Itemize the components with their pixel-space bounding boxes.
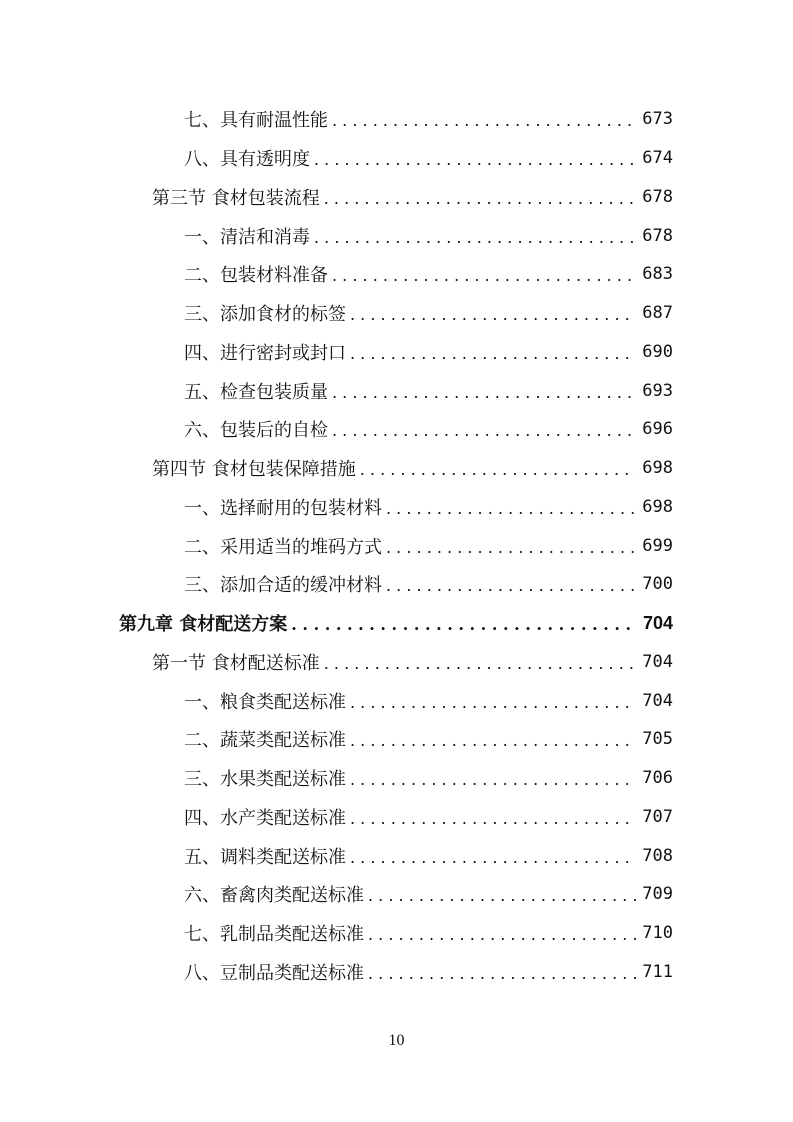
toc-entry-page: 704 <box>642 690 673 711</box>
toc-entry-label: 三、添加合适的缓冲材料 <box>184 575 382 597</box>
toc-entry-label: 七、乳制品类配送标准 <box>184 924 364 946</box>
table-of-contents <box>0 100 793 991</box>
toc-entry-label: 五、调料类配送标准 <box>184 846 346 868</box>
toc-entry[interactable] <box>0 953 793 992</box>
toc-entry-label: 三、添加食材的标签 <box>184 304 346 326</box>
toc-entry-page: 696 <box>642 419 673 440</box>
toc-entry-label: 第三节 食材包装流程 <box>152 187 320 209</box>
toc-entry-label: 七、具有耐温性能 <box>184 110 328 132</box>
toc-entry-label: 八、豆制品类配送标准 <box>184 962 364 984</box>
toc-entry-page: 709 <box>642 884 673 905</box>
toc-entry[interactable] <box>0 100 793 139</box>
toc-entry-label: 三、水果类配送标准 <box>184 769 346 791</box>
dot-leader <box>350 850 636 866</box>
toc-entry-label: 一、清洁和消毒 <box>184 226 310 248</box>
toc-entry-page: 705 <box>642 729 673 750</box>
toc-entry-page: 674 <box>642 148 673 169</box>
toc-entry-page: 706 <box>642 768 673 789</box>
toc-entry-page: 700 <box>642 574 673 595</box>
dot-leader <box>291 617 637 633</box>
dot-leader <box>314 152 636 168</box>
dot-leader <box>386 578 636 594</box>
dot-leader <box>332 423 636 439</box>
toc-entry-label: 第四节 食材包装保障措施 <box>152 459 356 481</box>
toc-entry-label: 六、畜禽肉类配送标准 <box>184 885 364 907</box>
toc-section-entry[interactable] <box>0 449 793 488</box>
dot-leader <box>350 307 636 323</box>
dot-leader <box>368 888 636 904</box>
dot-leader <box>386 501 636 517</box>
toc-entry[interactable] <box>0 294 793 333</box>
toc-entry[interactable] <box>0 526 793 565</box>
toc-section-entry[interactable] <box>0 178 793 217</box>
toc-entry-page: 704 <box>642 651 673 672</box>
dot-leader <box>350 733 636 749</box>
toc-entry[interactable] <box>0 875 793 914</box>
dot-leader <box>350 346 636 362</box>
toc-entry-label: 四、进行密封或封口 <box>184 342 346 364</box>
toc-entry-page: 678 <box>642 225 673 246</box>
toc-entry[interactable] <box>0 371 793 410</box>
toc-entry[interactable] <box>0 759 793 798</box>
dot-leader <box>314 230 636 246</box>
toc-entry-label: 二、包装材料准备 <box>184 265 328 287</box>
toc-entry-label: 二、采用适当的堆码方式 <box>184 536 382 558</box>
toc-entry-label: 一、粮食类配送标准 <box>184 691 346 713</box>
dot-leader <box>368 966 636 982</box>
toc-entry-label: 一、选择耐用的包装材料 <box>184 497 382 519</box>
toc-entry[interactable] <box>0 139 793 178</box>
toc-entry-page: 683 <box>642 264 673 285</box>
dot-leader <box>332 113 636 129</box>
dot-leader <box>386 540 636 556</box>
toc-entry[interactable] <box>0 216 793 255</box>
toc-entry-page: 698 <box>642 458 673 479</box>
toc-entry-page: 687 <box>642 303 673 324</box>
dot-leader <box>350 695 636 711</box>
toc-entry-label: 第一节 食材配送标准 <box>152 652 320 674</box>
dot-leader <box>324 656 637 672</box>
toc-entry-label: 八、具有透明度 <box>184 149 310 171</box>
toc-entry[interactable] <box>0 681 793 720</box>
toc-entry[interactable] <box>0 720 793 759</box>
toc-entry[interactable] <box>0 488 793 527</box>
dot-leader <box>350 772 636 788</box>
toc-entry-label: 六、包装后的自检 <box>184 420 328 442</box>
toc-entry[interactable] <box>0 836 793 875</box>
page-number: 10 <box>388 1032 405 1049</box>
toc-entry-page: 690 <box>642 341 673 362</box>
toc-entry-label: 第九章 食材配送方案 <box>119 614 288 636</box>
dot-leader <box>332 385 636 401</box>
toc-chapter-entry[interactable] <box>0 604 793 643</box>
toc-entry-page: 693 <box>642 380 673 401</box>
toc-entry-page: 708 <box>642 845 673 866</box>
toc-entry[interactable] <box>0 565 793 604</box>
toc-entry[interactable] <box>0 410 793 449</box>
toc-entry-label: 二、蔬菜类配送标准 <box>184 730 346 752</box>
dot-leader <box>332 268 636 284</box>
toc-entry-label: 四、水产类配送标准 <box>184 807 346 829</box>
dot-leader <box>368 927 636 943</box>
toc-entry[interactable] <box>0 798 793 837</box>
toc-entry-label: 五、检查包装质量 <box>184 381 328 403</box>
toc-section-entry[interactable] <box>0 643 793 682</box>
toc-entry-page: 673 <box>642 109 673 130</box>
dot-leader <box>360 462 637 478</box>
toc-entry[interactable] <box>0 914 793 953</box>
toc-entry-page: 707 <box>642 806 673 827</box>
toc-entry-page: 704 <box>642 612 673 633</box>
toc-entry-page: 711 <box>642 961 673 982</box>
toc-entry-page: 699 <box>642 535 673 556</box>
toc-entry[interactable] <box>0 255 793 294</box>
dot-leader <box>324 191 637 207</box>
toc-entry-page: 678 <box>642 186 673 207</box>
toc-entry[interactable] <box>0 333 793 372</box>
toc-entry-page: 710 <box>642 923 673 944</box>
toc-entry-page: 698 <box>642 496 673 517</box>
dot-leader <box>350 811 636 827</box>
